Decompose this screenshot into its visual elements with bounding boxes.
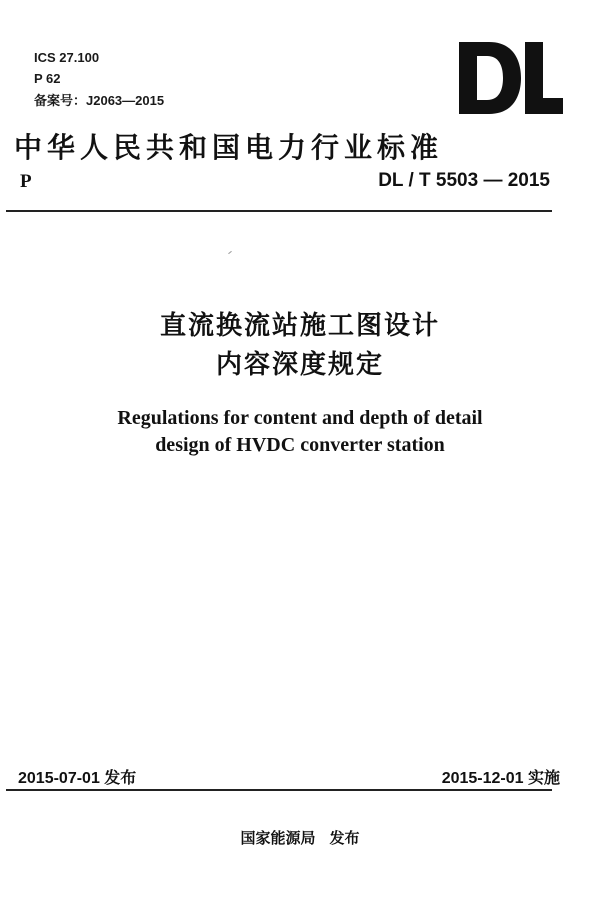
print-speck xyxy=(228,251,232,254)
issue-date: 2015-07-01 发布 xyxy=(18,770,137,787)
chinese-title-line2: 内容深度规定 xyxy=(215,350,384,380)
publisher xyxy=(0,827,600,848)
chinese-title-line1: 直流换流站施工图设计 xyxy=(159,311,440,341)
english-title-line2: design of HVDC converter station xyxy=(155,434,445,456)
bottom-divider xyxy=(6,789,552,791)
dl-logo xyxy=(455,32,565,124)
publisher-name: 国家能源局 xyxy=(240,829,316,847)
category-code: P 62 xyxy=(34,71,61,86)
record-number: 备案号：J2063—2015 xyxy=(34,93,165,108)
implementation-date: 2015-12-01 实施 xyxy=(441,770,560,787)
top-divider xyxy=(6,210,552,212)
classification-letter: P xyxy=(20,171,32,192)
publisher-action: 发布 xyxy=(329,829,360,847)
ics-code: ICS 27.100 xyxy=(34,50,100,65)
english-title-line1: Regulations for content and depth of detail xyxy=(117,407,483,429)
standard-number: DL / T 5503 — 2015 xyxy=(378,170,550,191)
standard-title: 中华人民共和国电力行业标准 xyxy=(14,131,444,164)
